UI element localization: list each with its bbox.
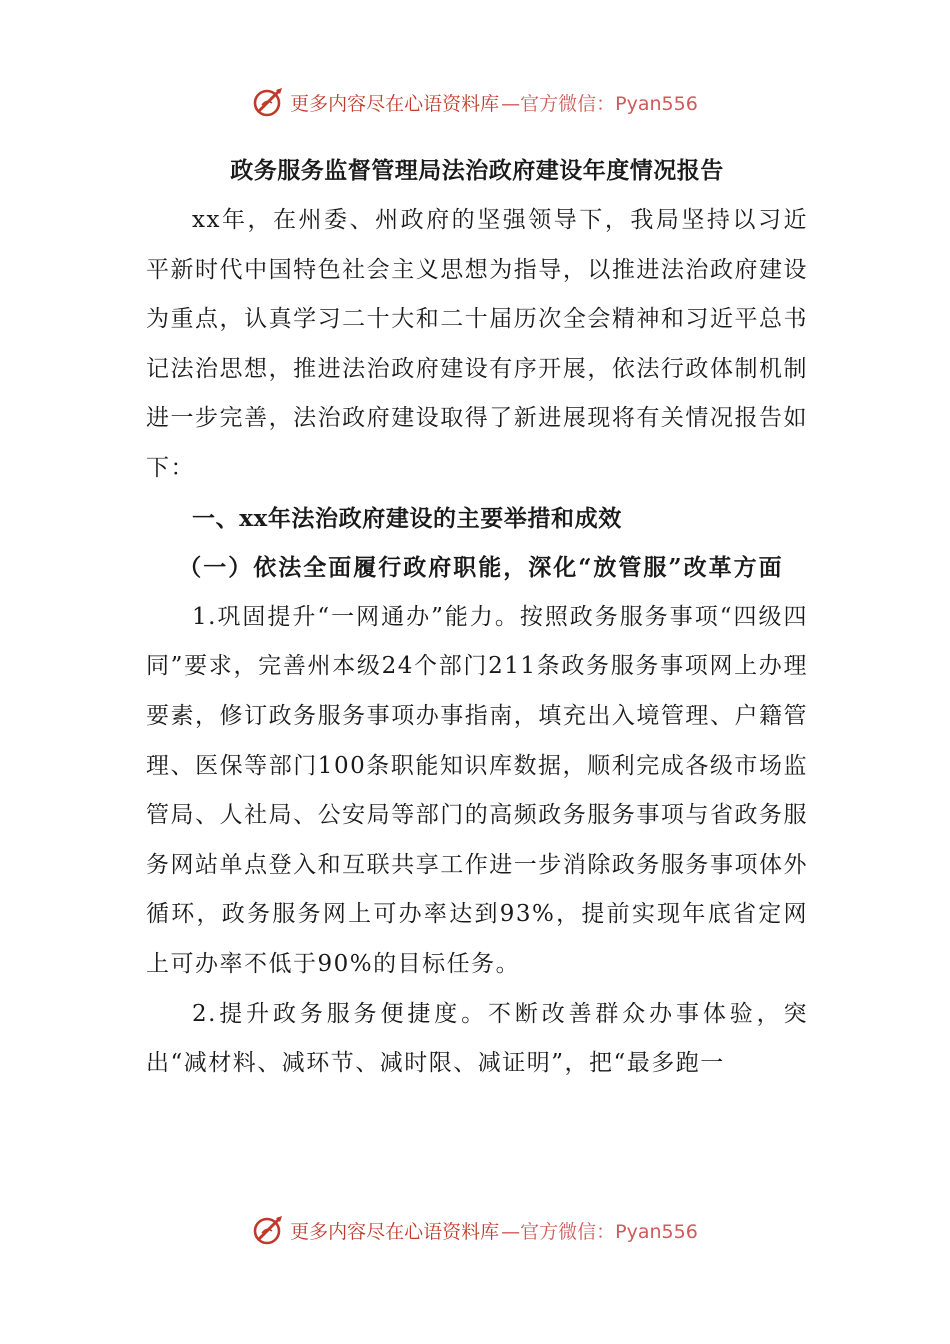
paragraph-one-network: 1.巩固提升“一网通办”能力。按照政务服务事项“四级四同”要求，完善州本级24个部门211条政务服务事项网上办理要素，修订政务服务事项办事指南，填充出入境管理、户籍管理、医保等部门100条职能知识库数据，顺利完成各级市场监管局、人社局、公安局等部门的高频政务服务事项与省政务服务网站单点登入和互联共享工作进一步消除政务服务事项体外循环，政务服务网上可办率达到93%，提前实现年底省定网上可办率不低于90%的目标任务。 (146, 603, 808, 977)
watermark-contact-text: —官方微信：Pyan556 (501, 1220, 698, 1243)
watermark-banner-bottom (0, 1210, 950, 1250)
watermark-contact-text: —官方微信：Pyan556 (501, 92, 698, 115)
document-body (146, 146, 808, 1089)
paragraph-convenience: 2.提升政务服务便捷度。不断改善群众办事体验，突出“减材料、减环节、减时限、减证明”，把“最多跑一 (146, 1000, 808, 1077)
pen-logo-icon (252, 1213, 286, 1247)
section-heading: 一、xx年法治政府建设的主要举措和成效 (192, 504, 622, 532)
subsection-heading: （一）依法全面履行政府职能，深化“放管服”改革方面 (178, 554, 784, 582)
watermark-brand-text: 更多内容尽在心语资料库 (290, 1220, 500, 1243)
watermark-brand-text: 更多内容尽在心语资料库 (290, 92, 500, 115)
pen-logo-icon (252, 85, 286, 119)
watermark-banner-top (0, 82, 950, 122)
intro-paragraph: xx年，在州委、州政府的坚强领导下，我局坚持以习近平新时代中国特色社会主义思想为指导，以推进法治政府建设为重点，认真学习二十大和二十届历次全会精神和习近平总书记法治思想，推进法治政府建设有序开展，依法行政体制机制进一步完善，法治政府建设取得了新进展现将有关情况报告如下： (146, 207, 808, 481)
document-title: 政务服务监督管理局法治政府建设年度情况报告 (230, 157, 724, 184)
